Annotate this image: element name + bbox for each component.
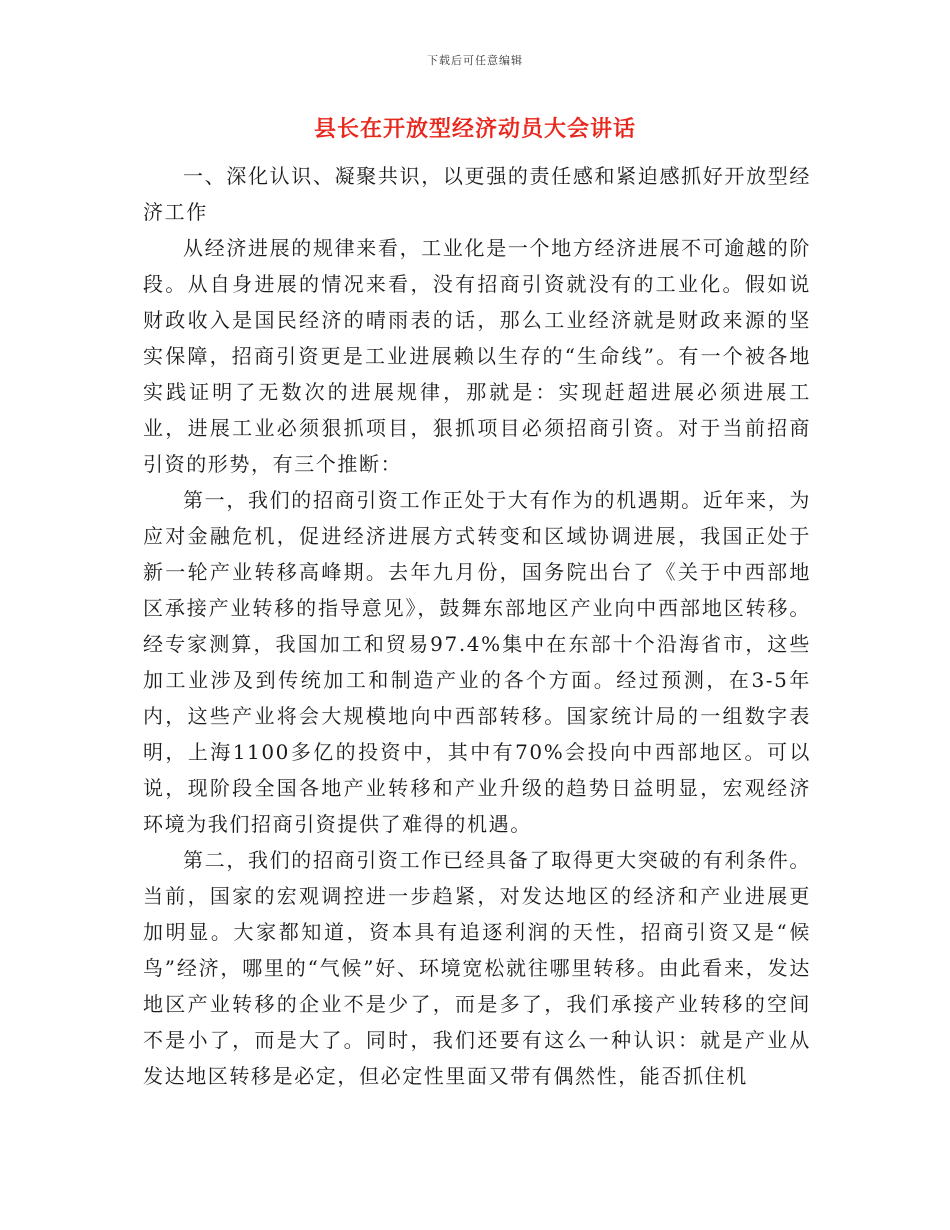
paragraph: 第一，我们的招商引资工作正处于大有作为的机遇期。近年来，为应对金融危机，促进经济进展方式转变和区域协调进展，我国正处于新一轮产业转移高峰期。去年九月份，国务院出台了《关于中西部地区承接产业转移的指导意见》，鼓舞东部地区产业向中西部地区转移。经专家测算，我国加工和贸易97.4%集中在东部十个沿海省市，这些加工业涉及到传统加工和制造产业的各个方面。经过预测，在3-5年内，这些产业将会大规模地向中西部转移。国家统计局的一组数字表明，上海1100多亿的投资中，其中有70%会投向中西部地区。可以说，现阶段全国各地产业转移和产业升级的趋势日益明显，宏观经济环境为我们招商引资提供了难得的机遇。 — [143, 488, 811, 836]
document-title: 县长在开放型经济动员大会讲话 — [313, 117, 636, 142]
header-note: 下载后可任意编辑 — [427, 54, 523, 67]
paragraph: 从经济进展的规律来看，工业化是一个地方经济进展不可逾越的阶段。从自身进展的情况来看，没有招商引资就没有的工业化。假如说财政收入是国民经济的晴雨表的话，那么工业经济就是财政来源的坚实保障，招商引资更是工业进展赖以生存的“生命线”。有一个被各地实践证明了无数次的进展规律，那就是：实现赶超进展必须进展工业，进展工业必须狠抓项目，狠抓项目必须招商引资。对于当前招商引资的形势，有三个推断： — [143, 236, 811, 476]
document-body — [143, 158, 811, 1094]
section-heading: 一、深化认识、凝聚共识，以更强的责任感和紧迫感抓好开放型经济工作 — [143, 164, 811, 224]
paragraph: 第二，我们的招商引资工作已经具备了取得更大突破的有利条件。当前，国家的宏观调控进一步趋紧，对发达地区的经济和产业进展更加明显。大家都知道，资本具有追逐利润的天性，招商引资又是“候鸟”经济，哪里的“气候”好、环境宽松就往哪里转移。由此看来，发达地区产业转移的企业不是少了，而是多了，我们承接产业转移的空间不是小了，而是大了。同时，我们还要有这么一种认识：就是产业从发达地区转移是必定，但必定性里面又带有偶然性，能否抓住机 — [143, 848, 811, 1088]
